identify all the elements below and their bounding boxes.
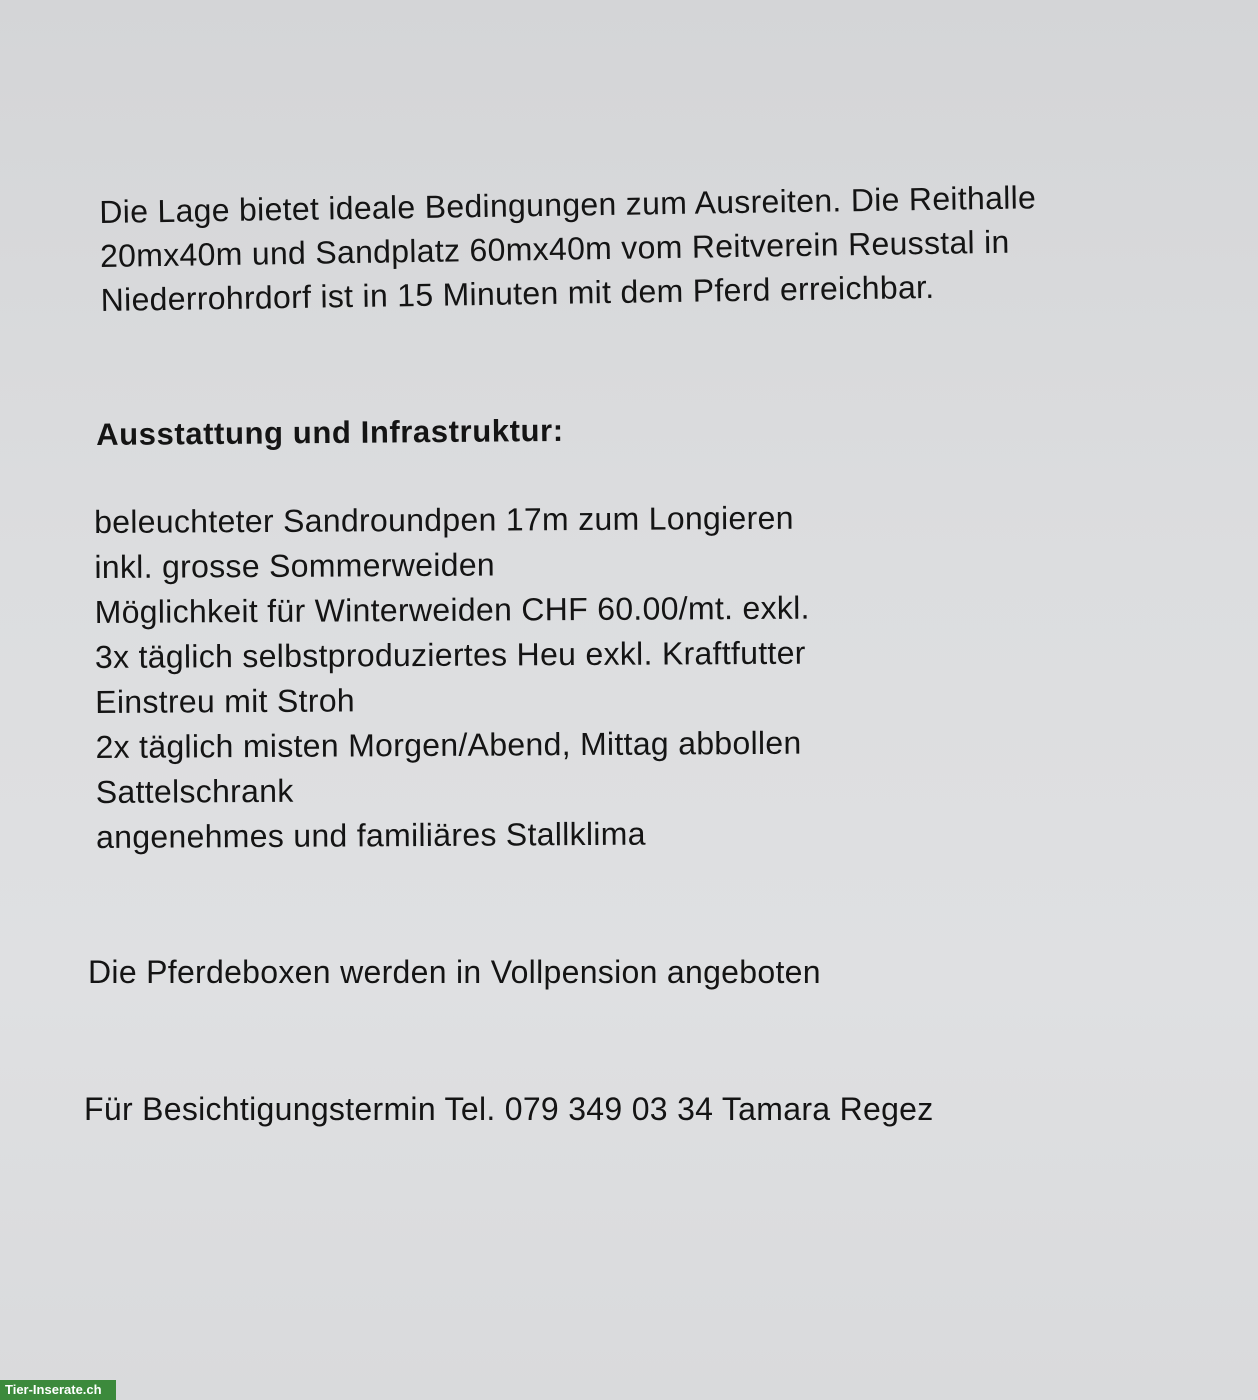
intro-paragraph <box>99 175 1038 322</box>
feature-item: 3x täglich selbstproduziertes Heu exkl. Kraftfutter <box>94 634 806 675</box>
feature-item: Möglichkeit für Winterweiden CHF 60.00/mt. exkl. <box>94 589 810 630</box>
feature-item: Sattelschrank <box>95 772 294 810</box>
contact-line: Für Besichtigungstermin Tel. 079 349 03 34 Tamara Regez <box>84 1091 934 1127</box>
watermark-badge: Tier-Inserate.ch <box>0 1380 116 1400</box>
feature-item: Einstreu mit Stroh <box>95 682 356 720</box>
intro-line: Die Lage bietet ideale Bedingungen zum Ausreiten. Die Reithalle <box>99 179 1037 230</box>
pension-note: Die Pferdeboxen werden in Vollpension angeboten <box>88 954 821 990</box>
feature-list <box>94 496 811 860</box>
section-heading: Ausstattung und Infrastruktur: <box>96 412 564 452</box>
intro-line: 20mx40m und Sandplatz 60mx40m vom Reitverein Reusstal in <box>99 223 1010 274</box>
feature-item: angenehmes und familiäres Stallklima <box>95 815 646 855</box>
feature-item: 2x täglich misten Morgen/Abend, Mittag abbollen <box>95 724 802 765</box>
feature-item: beleuchteter Sandroundpen 17m zum Longieren <box>94 499 794 540</box>
intro-line: Niederrohrdorf ist in 15 Minuten mit dem Pferd erreichbar. <box>100 268 935 318</box>
feature-item: inkl. grosse Sommerweiden <box>94 546 496 585</box>
